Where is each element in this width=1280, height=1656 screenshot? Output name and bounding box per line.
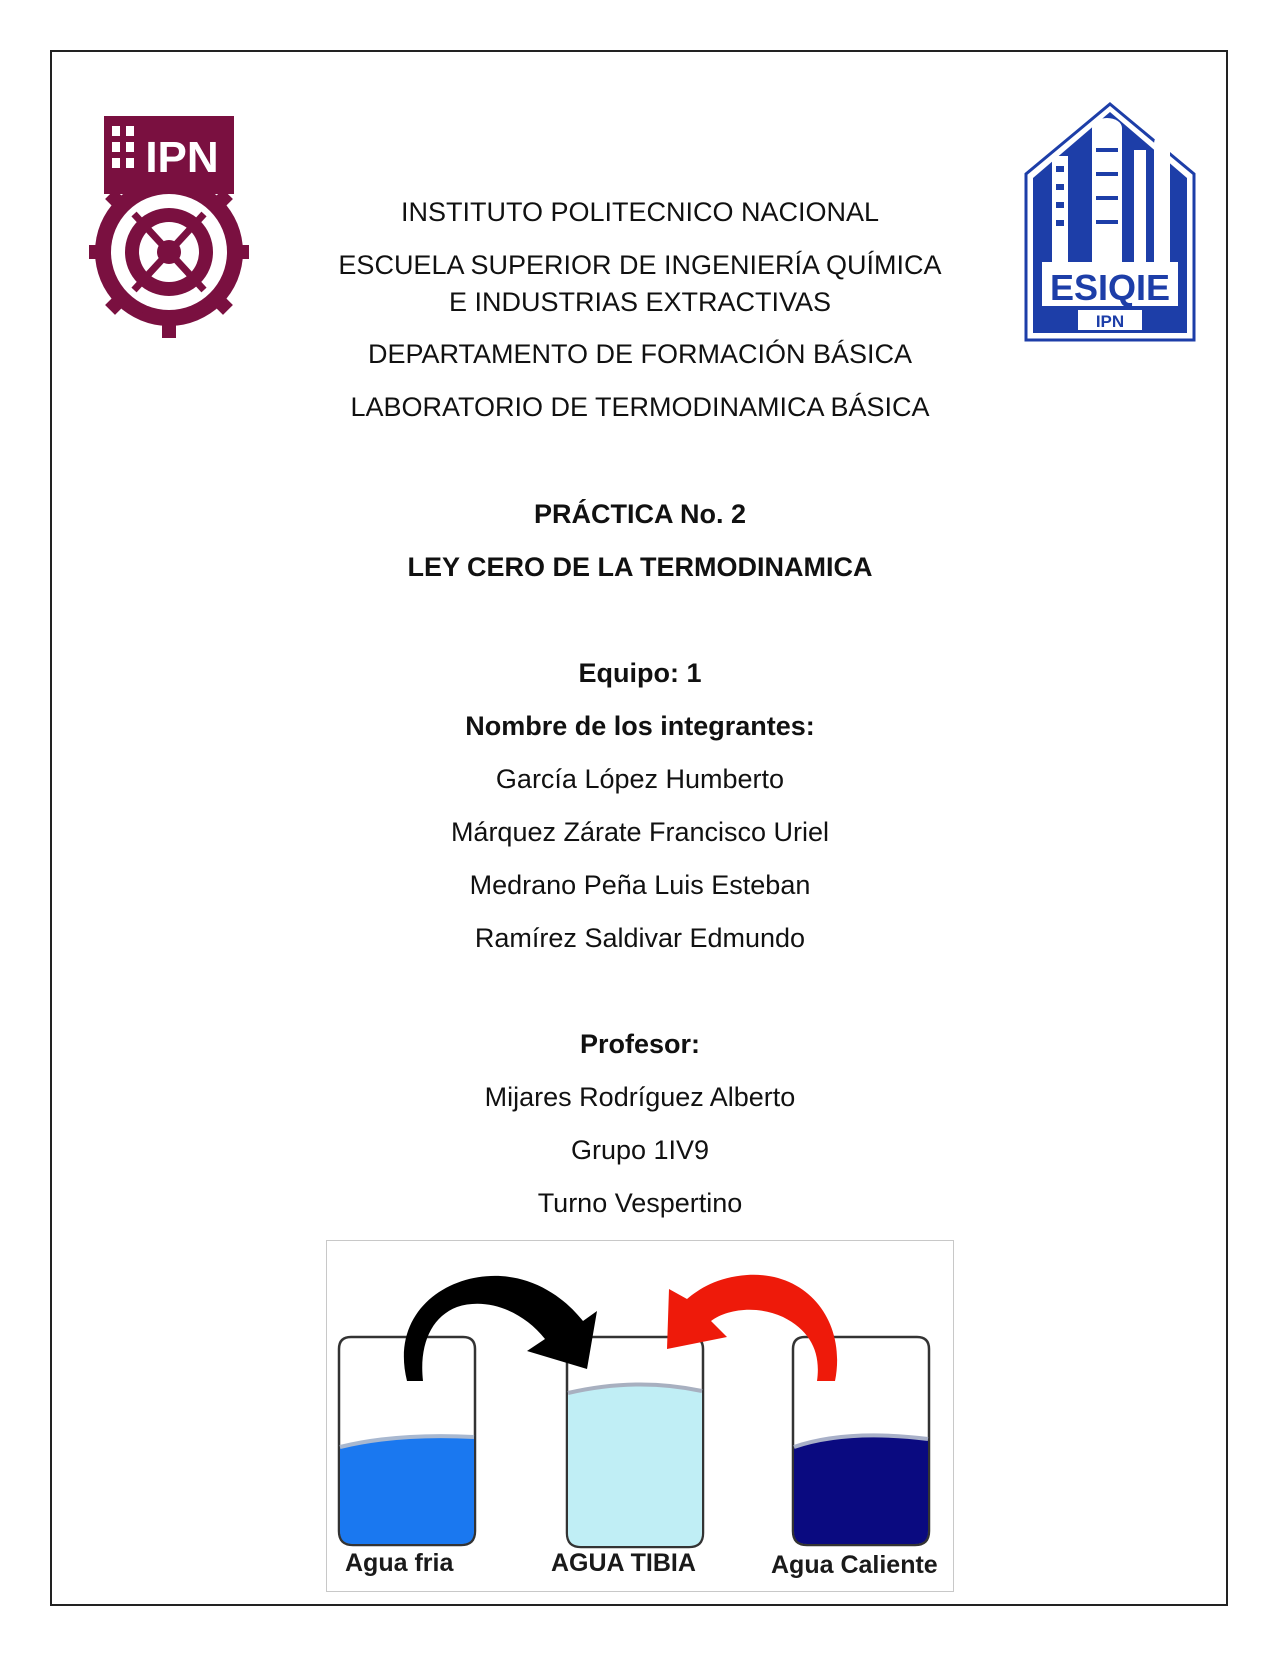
hot-water-fill bbox=[794, 1435, 928, 1544]
member-name: Ramírez Saldivar Edmundo bbox=[474, 923, 806, 953]
beakers-illustration bbox=[327, 1241, 954, 1592]
department-name: DEPARTAMENTO DE FORMACIÓN BÁSICA bbox=[367, 339, 913, 369]
practice-number: PRÁCTICA No. 2 bbox=[533, 499, 746, 529]
team-label: Equipo: 1 bbox=[578, 658, 702, 688]
practice-title: LEY CERO DE LA TERMODINAMICA bbox=[407, 552, 873, 582]
professor-heading: Profesor: bbox=[579, 1029, 701, 1059]
school-name-line1: ESCUELA SUPERIOR DE INGENIERÍA QUÍMICA bbox=[338, 250, 942, 280]
member-name: Medrano Peña Luis Esteban bbox=[469, 870, 811, 900]
esiqie-logo-subtext: IPN bbox=[1095, 312, 1125, 331]
members-heading: Nombre de los integrantes: bbox=[465, 711, 815, 741]
cold-water-fill bbox=[340, 1436, 474, 1544]
group-label: Grupo 1IV9 bbox=[570, 1135, 710, 1165]
member-name: Márquez Zárate Francisco Uriel bbox=[450, 817, 830, 847]
warm-water-fill bbox=[568, 1384, 702, 1546]
school-name-line2: E INDUSTRIAS EXTRACTIVAS bbox=[448, 287, 832, 317]
ipn-logo-text: IPN bbox=[145, 133, 219, 182]
esiqie-logo-text: ESIQIE bbox=[1049, 267, 1171, 308]
member-name: García López Humberto bbox=[495, 764, 785, 794]
shift-label: Turno Vespertino bbox=[537, 1188, 743, 1218]
label-hot-water: Agua Caliente bbox=[771, 1551, 938, 1579]
laboratory-name: LABORATORIO DE TERMODINAMICA BÁSICA bbox=[350, 392, 930, 422]
institution-name: INSTITUTO POLITECNICO NACIONAL bbox=[400, 197, 880, 227]
zeroth-law-figure bbox=[326, 1240, 954, 1592]
label-warm-water: AGUA TIBIA bbox=[551, 1549, 696, 1577]
label-cold-water: Agua fria bbox=[345, 1549, 454, 1577]
professor-name: Mijares Rodríguez Alberto bbox=[484, 1082, 796, 1112]
